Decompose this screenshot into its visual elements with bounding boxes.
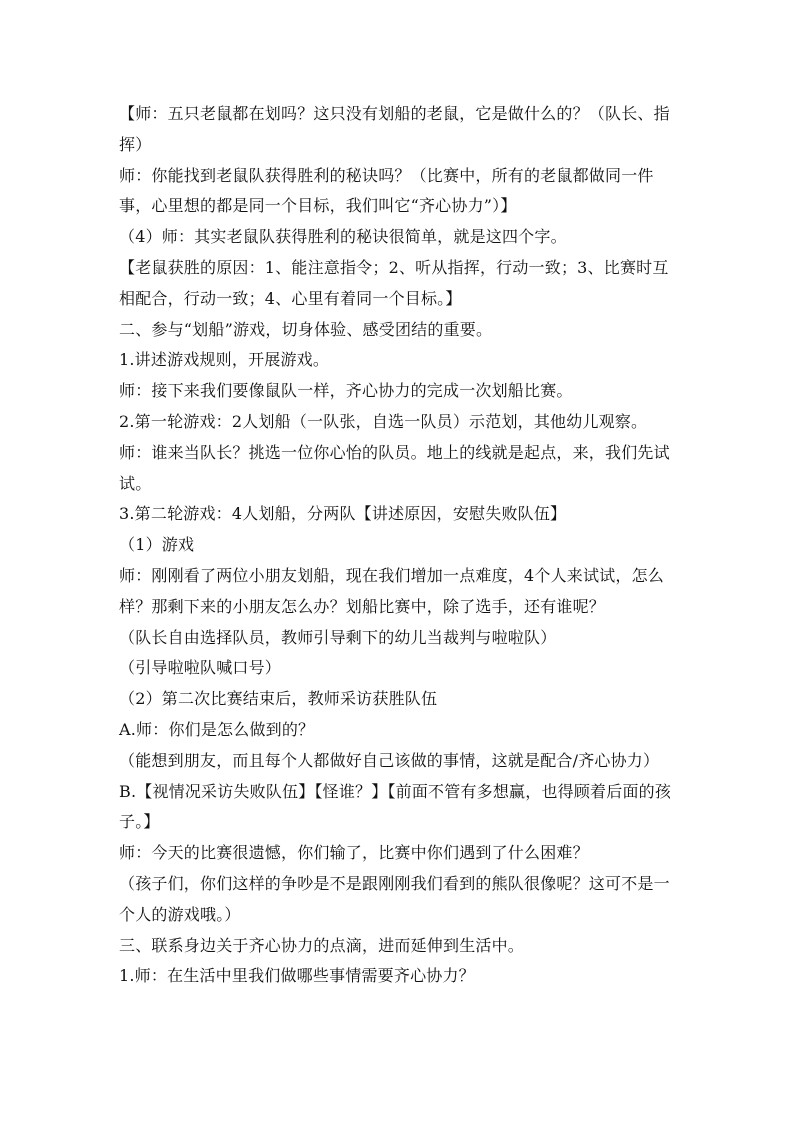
paragraph-20: （孩子们，你们这样的争吵是不是跟刚刚我们看到的熊队很像呢？这可不是一个人的游戏哦。）	[119, 873, 670, 924]
paragraph-18: B.【视情况采访失败队伍】【怪谁？】【前面不管有多想赢，也得顾着后面的孩子。】	[119, 781, 672, 832]
paragraph-12: 师：刚刚看了两位小朋友划船，现在我们增加一点难度，4个人来试试，怎么样？那剩下来的小朋友怎么办？划船比赛中，除了选手，还有谁呢？	[119, 565, 664, 616]
paragraph-4: 【老鼠获胜的原因：1、能注意指令；2、听从指挥，行动一致；3、比赛时互相配合，行动一致；4、心里有着同一个目标。】	[119, 257, 669, 308]
paragraph-13: （队长自由选择队员，教师引导剩下的幼儿当裁判与啦啦队）	[119, 627, 557, 647]
paragraph-2: 师：你能找到老鼠队获得胜利的秘诀吗？（比赛中，所有的老鼠都做同一件事，心里想的都是同一个目标，我们叫它“齐心协力”）】	[119, 165, 654, 216]
paragraph-6: 1.讲述游戏规则，开展游戏。	[119, 350, 330, 370]
paragraph-14: （引导啦啦队喊口号）	[119, 658, 282, 678]
paragraph-16: A.师：你们是怎么做到的？	[119, 719, 315, 739]
paragraph-5: 二、参与“划船”游戏，切身体验、感受团结的重要。	[119, 319, 493, 339]
paragraph-9: 师：谁来当队长？挑选一位你心怡的队员。地上的线就是起点，来，我们先试试。	[119, 442, 670, 493]
paragraph-17: （能想到朋友，而且每个人都做好自己该做的事情，这就是配合/齐心协力）	[119, 750, 660, 770]
paragraph-11: （1）游戏	[119, 535, 195, 555]
paragraph-21: 三、联系身边关于齐心协力的点滴，进而延伸到生活中。	[119, 935, 525, 955]
paragraph-3: （4）师：其实老鼠队获得胜利的秘诀很简单，就是这四个字。	[119, 227, 567, 247]
paragraph-15: （2）第二次比赛结束后，教师采访获胜队伍	[119, 689, 438, 709]
paragraph-22: 1.师：在生活中里我们做哪些事情需要齐心协力？	[119, 966, 475, 986]
paragraph-1: 【师：五只老鼠都在划吗？这只没有划船的老鼠，它是做什么的？（队长、指挥）	[119, 104, 670, 154]
paragraph-10: 3.第二轮游戏：4人划船，分两队【讲述原因，安慰失败队伍】	[119, 504, 567, 524]
paragraph-19: 师：今天的比赛很遗憾，你们输了，比赛中你们遇到了什么困难？	[119, 843, 589, 863]
document-body	[119, 99, 679, 992]
paragraph-7: 师：接下来我们要像鼠队一样，齐心协力的完成一次划船比赛。	[119, 381, 573, 401]
paragraph-8: 2.第一轮游戏：2人划船（一队张，自选一队员）示范划，其他幼儿观察。	[119, 411, 648, 431]
